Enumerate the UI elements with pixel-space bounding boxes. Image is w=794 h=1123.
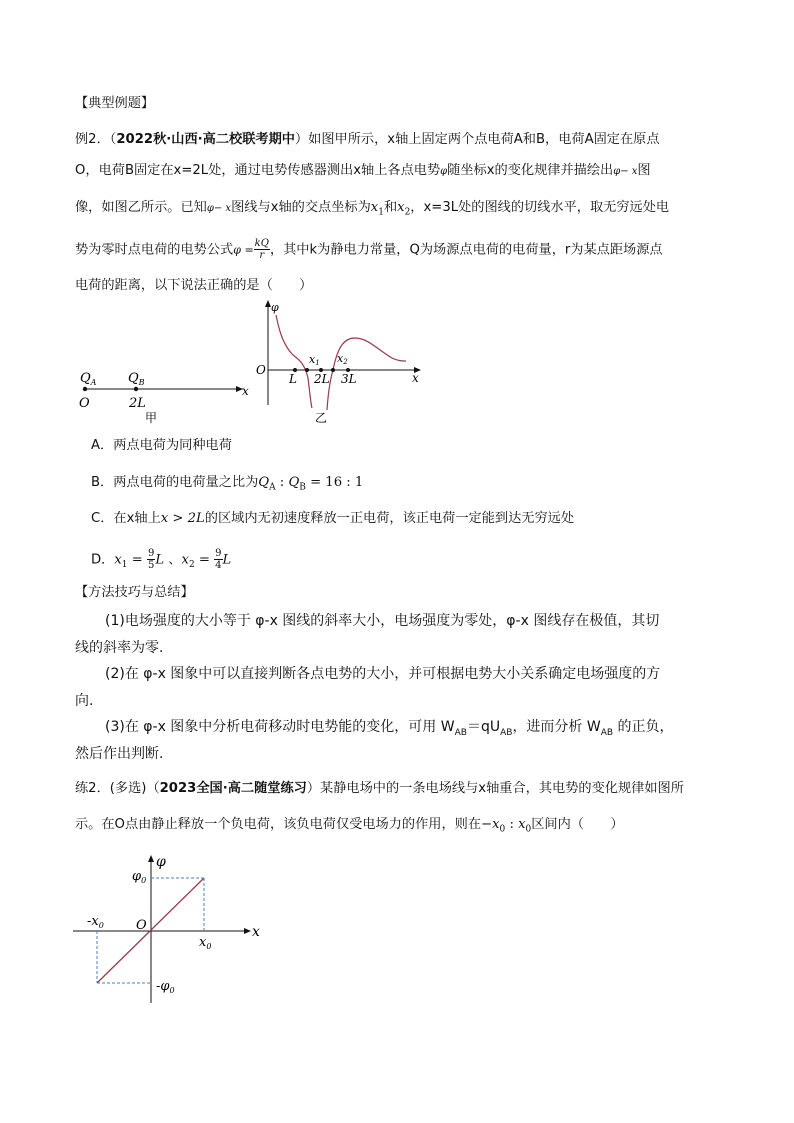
fig3-label-x0: $x_0$ bbox=[199, 935, 212, 951]
denominator: 5 bbox=[147, 560, 155, 571]
label-3l-yi: 3L bbox=[341, 372, 357, 386]
denominator: r bbox=[259, 250, 265, 261]
fig3-y-arrow bbox=[148, 855, 154, 862]
math: = bbox=[127, 552, 143, 568]
fig3-label-phi: φ bbox=[156, 854, 166, 870]
text: 和 bbox=[383, 200, 398, 215]
phi-symbol: φ bbox=[440, 166, 448, 177]
text: ，进而分析 W bbox=[512, 719, 601, 735]
label-x-yi: x bbox=[412, 371, 419, 385]
phi-x-symbol: φ− x bbox=[613, 166, 638, 177]
numerator: kQ bbox=[254, 238, 269, 249]
text: 势为零时点电荷的电势公式 bbox=[75, 242, 234, 258]
label-x2-yi: x2 bbox=[337, 352, 348, 366]
tip-2-line-2: 向. bbox=[75, 693, 94, 709]
text: 随坐标x的变化规律并描绘出 bbox=[447, 163, 614, 178]
text: 的区域内无初速度释放一正电荷，该正电荷一定能到达无穷远处 bbox=[204, 511, 575, 526]
text: ，其中k为静电力常量，Q为场源点电荷的电荷量，r为某点距场源点 bbox=[269, 242, 663, 258]
practice-source: 2023全国·高二随堂练习 bbox=[159, 781, 307, 796]
text: (3)在 φ-x 图象中分析电荷移动时电势能的变化，可用 W bbox=[105, 719, 455, 735]
subscript: AB bbox=[500, 727, 513, 738]
text: 区间内（ ） bbox=[531, 817, 624, 832]
fig3-label-phi0: $\varphi_0$ bbox=[132, 869, 147, 885]
subscript: 2 bbox=[188, 560, 195, 571]
fig3-label-x: x bbox=[252, 924, 260, 940]
practice-prefix: 练2．(多选)（ bbox=[75, 781, 160, 796]
math: : bbox=[275, 475, 289, 490]
section-title-methods: 【方法技巧与总结】 bbox=[75, 585, 194, 600]
text: 像，如图乙所示。已知 bbox=[75, 200, 207, 215]
label-phi-yi: φ bbox=[271, 301, 279, 314]
example-prefix: 例2．（ bbox=[75, 132, 117, 147]
math: Q bbox=[258, 475, 270, 490]
text: 、 bbox=[164, 552, 182, 568]
numerator: 9 bbox=[215, 548, 222, 559]
label-2l-yi: 2L bbox=[314, 372, 330, 386]
text: O，电荷B固定在x=2L处，通过电势传感器测出x轴上各点电势 bbox=[75, 163, 441, 178]
tip-2-line-1: (2)在 φ-x 图象中可以直接判断各点电势的大小，并可根据电势大小关系确定电场强度的方 bbox=[105, 666, 661, 682]
fig3-x-arrow bbox=[244, 928, 251, 934]
subscript: 0 bbox=[525, 824, 532, 835]
label-2l-jia: 2L bbox=[129, 396, 146, 411]
label-origin-jia: O bbox=[79, 396, 90, 411]
x1-symbol: x bbox=[370, 200, 379, 215]
formula-lhs: φ = bbox=[233, 243, 254, 257]
subscript: AB bbox=[454, 727, 467, 738]
phi-x-symbol: φ− x bbox=[206, 203, 232, 214]
subscript: 1 bbox=[121, 560, 128, 571]
example-line1-text: ）如图甲所示，x轴上固定两个点电荷A和B，电荷A固定在原点 bbox=[294, 132, 660, 147]
subscript: 1 bbox=[378, 207, 384, 218]
math: = bbox=[194, 552, 210, 568]
math: Q bbox=[288, 475, 300, 490]
math: : bbox=[505, 817, 519, 832]
fig3-label-origin: O bbox=[136, 918, 147, 933]
text: 图 bbox=[637, 163, 651, 178]
option-a[interactable]: A．两点电荷为同种电荷 bbox=[91, 438, 232, 453]
label-l-yi: L bbox=[289, 372, 297, 386]
subscript: 2 bbox=[404, 207, 411, 218]
label-x1-yi: x1 bbox=[309, 353, 320, 367]
text: 图线与x轴的交点坐标为 bbox=[231, 200, 371, 215]
math: −x bbox=[481, 817, 500, 832]
label-origin-yi: O bbox=[256, 363, 266, 377]
example-source: 2022秋·山西·高二校联考期中 bbox=[116, 132, 295, 147]
math: x bbox=[518, 817, 526, 832]
label-qb: $Q_B$ bbox=[128, 371, 145, 387]
fig3-label-negx0: $-x_0$ bbox=[87, 914, 104, 930]
tip-1-line-2: 线的斜率为零. bbox=[75, 640, 164, 656]
numerator: 9 bbox=[147, 548, 155, 559]
math: = 16 : 1 bbox=[305, 475, 364, 490]
math: x bbox=[181, 552, 189, 568]
text: B．两点电荷的电荷量之比为 bbox=[91, 475, 259, 490]
subscript: AB bbox=[600, 727, 614, 738]
section-title-typical-examples: 【典型例题】 bbox=[75, 96, 155, 111]
subscript: 0 bbox=[499, 824, 506, 835]
label-x-jia: x bbox=[242, 384, 249, 398]
math: L bbox=[155, 552, 165, 568]
text: 示。在O点由静止释放一个负电荷，该负电荷仅受电场力的作用，则在 bbox=[75, 817, 482, 832]
math: x > 2L bbox=[160, 511, 205, 526]
label-qa: $Q_A$ bbox=[80, 371, 97, 387]
caption-jia: 甲 bbox=[145, 411, 158, 425]
caption-yi: 乙 bbox=[315, 411, 328, 425]
text: ）某静电场中的一条电场线与x轴重合，其电势的变化规律如图所 bbox=[306, 781, 684, 796]
tip-1-line-1: (1)电场强度的大小等于 φ-x 图线的斜率大小，电场强度为零处，φ-x 图线存在极值，其切 bbox=[105, 613, 660, 629]
math: x bbox=[114, 552, 122, 568]
text: 的正负， bbox=[613, 719, 674, 735]
tip-3-line-2: 然后作出判断. bbox=[75, 746, 164, 762]
denominator: 4 bbox=[215, 560, 222, 571]
text: ，x=3L处的图线的切线水平，取无穷远处电 bbox=[410, 200, 670, 215]
subscript: B bbox=[299, 482, 306, 493]
example-line-5: 电荷的距离，以下说法正确的是（ ） bbox=[75, 278, 313, 293]
subscript: A bbox=[269, 482, 276, 493]
text: D． bbox=[91, 552, 115, 568]
text: ＝qU bbox=[466, 719, 501, 735]
text: C．在x轴上 bbox=[91, 511, 161, 526]
math: L bbox=[222, 552, 232, 568]
x2-symbol: x bbox=[397, 200, 405, 215]
fig3-label-negphi0: $-\varphi_0$ bbox=[156, 979, 175, 995]
